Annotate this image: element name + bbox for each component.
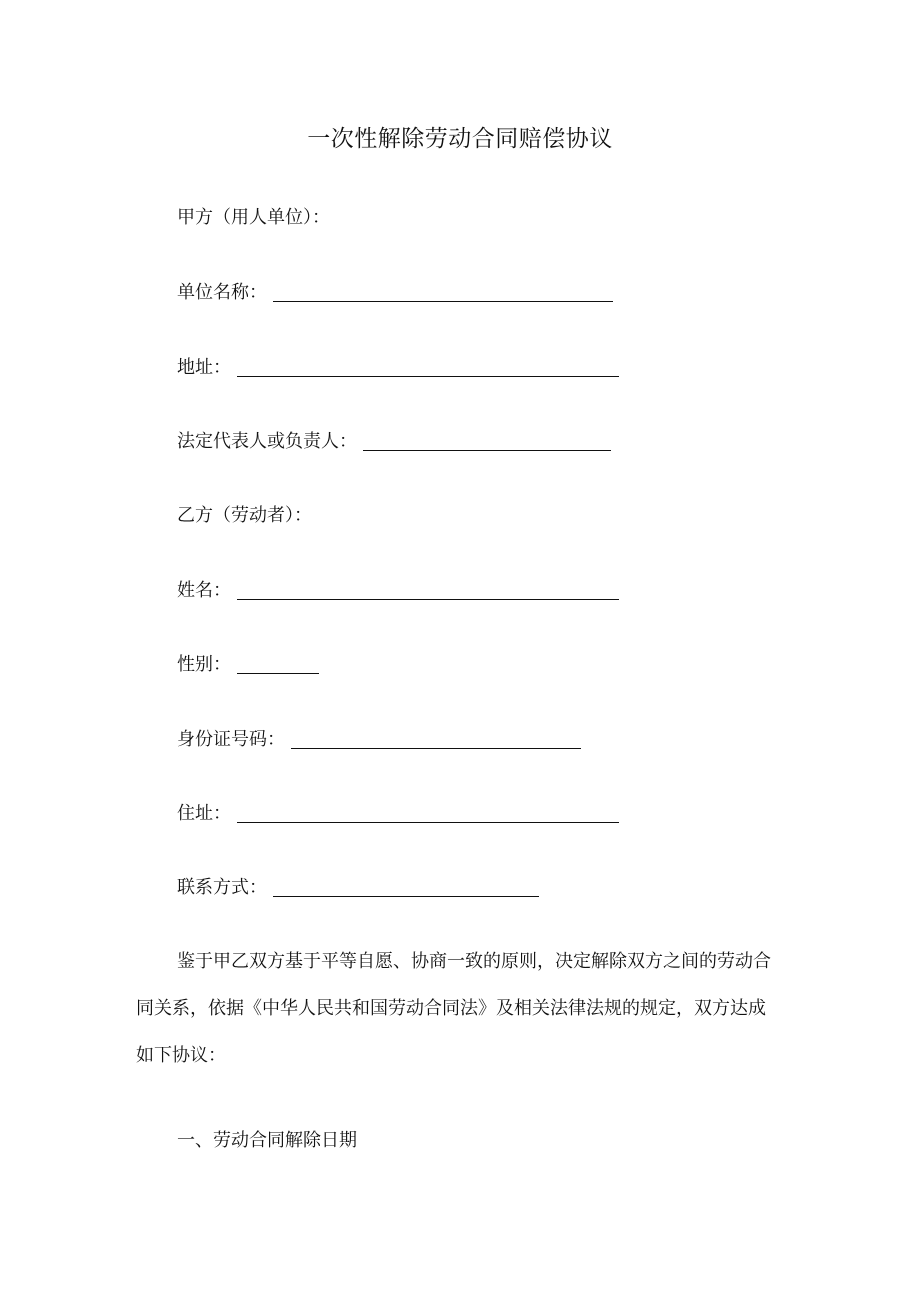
preamble-line-3: 如下协议： <box>136 1045 226 1066</box>
unit-name-row <box>177 276 613 306</box>
document-title: 一次性解除劳动合同赔偿协议 <box>307 126 613 152</box>
preamble-line-1: 鉴于甲乙双方基于平等自愿、协商一致的原则，决定解除双方之间的劳动合 <box>177 951 771 972</box>
gender-label: 性别： <box>177 654 231 675</box>
id-number-field[interactable] <box>291 730 581 749</box>
unit-name-label: 单位名称： <box>177 282 267 303</box>
residence-label: 住址： <box>177 803 231 824</box>
gender-row <box>177 648 319 678</box>
contact-field[interactable] <box>273 878 539 897</box>
preamble-line-2: 同关系，依据《中华人民共和国劳动合同法》及相关法律法规的规定，双方达成 <box>136 998 766 1019</box>
legal-rep-label: 法定代表人或负责人： <box>177 431 357 452</box>
contact-label: 联系方式： <box>177 877 267 898</box>
party-b-heading-text: 乙方（劳动者）： <box>177 505 312 526</box>
preamble-paragraph <box>136 938 786 1079</box>
section-1-heading: 一、劳动合同解除日期 <box>177 1130 357 1151</box>
id-number-row <box>177 723 581 753</box>
contact-row <box>177 871 539 901</box>
address-row <box>177 351 619 381</box>
party-a-heading-text: 甲方（用人单位）： <box>177 207 330 228</box>
id-number-label: 身份证号码： <box>177 729 285 750</box>
legal-rep-field[interactable] <box>363 432 611 451</box>
unit-name-field[interactable] <box>273 283 613 302</box>
party-b-heading <box>177 499 312 529</box>
name-row <box>177 574 619 604</box>
address-field[interactable] <box>237 358 619 377</box>
party-a-heading <box>177 201 330 231</box>
name-label: 姓名： <box>177 580 231 601</box>
name-field[interactable] <box>237 581 619 600</box>
gender-field[interactable] <box>237 655 319 674</box>
legal-rep-row <box>177 425 611 455</box>
residence-field[interactable] <box>237 804 619 823</box>
residence-row <box>177 797 619 827</box>
address-label: 地址： <box>177 357 231 378</box>
